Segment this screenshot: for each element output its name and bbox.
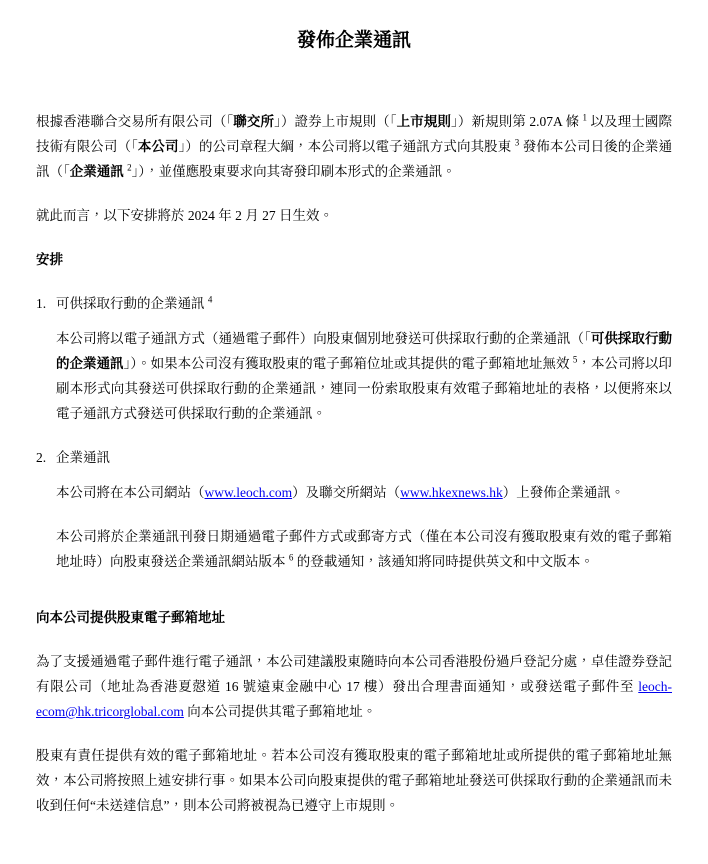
footnote-ref-4: 4 [207,294,213,305]
effective-date-paragraph-text: 就此而言，以下安排將於 2024 年 2 月 27 日生效。 [36,208,333,223]
document-page [0,27,708,818]
footnote-ref-1: 1 [582,112,588,123]
shareholder-responsibility-paragraph-text: 股東有責任提供有效的電子郵箱地址。若本公司沒有獲取股東的電子郵箱地址或所提供的電子郵箱地址無效，本公司將按照上述安排行事。如果本公司向股東提供的電子郵箱地址發送可供採取行動的企業通訊而未收到任何“未送達信息”，則本公司將被視為已遵守上市規則。 [36,748,672,813]
intro-paragraph-text: 以及理士國際技術有限公司（「 [36,114,673,154]
list-item-1-actionable-communications [36,291,672,316]
intro-paragraph-text: 」）證券上市規則（「 [274,114,397,129]
list-item-2-corporate-communications [36,445,672,470]
intro-paragraph [36,109,672,184]
notification-paragraph [56,524,672,574]
intro-paragraph-text: 發佈本公司日後的企業通訊（「 [36,139,672,179]
actionable-communications-paragraph-text: ，本公司將以印刷本形式向其發送可供採取行動的企業通訊，連同一份索取股東有效電子郵箱地址的表格，以便將來以電子通訊方式發送可供採取行動的企業通訊。 [56,356,673,421]
intro-paragraph-text: 」）新規則第 2.07A 條 [451,114,583,129]
footnote-ref-5: 5 [572,354,578,365]
notification-paragraph-text: 本公司將於企業通訊刊發日期通過電子郵件方式或郵寄方式（僅在本公司沒有獲取股東有效的電子郵箱地址時）向股東發送企業通訊網站版本 [56,529,672,569]
registrar-contact-paragraph-text: 為了支援通過電子郵件進行電子通訊，本公司建議股東隨時向本公司香港股份過戶登記分處，卓佳證券登記有限公司（地址為香港夏慤道 16 號遠東金融中心 17 樓）發出合理書面通知，或發送電子郵件至 [36,654,672,694]
actionable-communications-paragraph [56,326,672,426]
shareholder-responsibility-paragraph [36,743,672,818]
actionable-communications-paragraph-text: 本公司將以電子通訊方式（通過電子郵件）向股東個別地發送可供採取行動的企業通訊（「 [56,331,591,346]
intro-paragraph-text: 本公司 [137,139,179,154]
list-item-1-actionable-communications-number: 1. [36,296,47,311]
registrar-email-link[interactable]: leoch-ecom@hk.tricorglobal.com [36,679,672,719]
list-item-2-corporate-communications-text: 企業通訊 [56,450,110,465]
registrar-contact-paragraph-text: 向本公司提供其電子郵箱地址。 [183,704,377,719]
document-title: 發佈企業通訊 [296,30,411,51]
intro-paragraph-text: 企業通訊 [69,164,124,179]
website-publication-paragraph-text: ）及聯交所網站（ [292,485,401,500]
provide-email-address-heading-text: 向本公司提供股東電子郵箱地址 [36,610,225,625]
intro-paragraph-text: 上市規則 [396,114,452,129]
website-publication-paragraph-text: 本公司將在本公司網站（ [56,485,205,500]
intro-paragraph-text: 」）的公司章程大綱，本公司將以電子通訊方式向其股東 [178,139,515,154]
intro-paragraph-text: 根據香港聯合交易所有限公司（「 [36,114,234,129]
footnote-ref-2: 2 [127,162,132,173]
company-website-link[interactable]: www.leoch.com [204,485,293,500]
hkexnews-website-link[interactable]: www.hkexnews.hk [400,485,503,500]
list-item-1-actionable-communications-text: 可供採取行動的企業通訊 [56,296,208,311]
notification-paragraph-text: 的登載通知，該通知將同時提供英文和中文版本。 [293,554,594,569]
list-item-2-corporate-communications-number: 2. [36,450,47,465]
website-publication-paragraph [56,480,672,505]
website-publication-paragraph-text: ）上發佈企業通訊。 [502,485,625,500]
effective-date-paragraph [36,203,672,228]
intro-paragraph-text: 」），並僅應股東要求向其寄發印刷本形式的企業通訊。 [131,164,456,179]
actionable-communications-paragraph-text: 」）。如果本公司沒有獲取股東的電子郵箱位址或其提供的電子郵箱地址無效 [123,356,573,371]
document-body [36,109,672,818]
intro-paragraph-text: 聯交所 [233,114,275,129]
provide-email-address-heading [36,605,672,630]
arrangements-heading-text: 安排 [36,252,63,267]
actionable-communications-paragraph-text: 可供採取行動的企業通訊 [56,331,673,371]
footnote-ref-6: 6 [288,552,294,563]
footnote-ref-3: 3 [514,137,520,148]
arrangements-heading [36,247,672,272]
registrar-contact-paragraph [36,649,672,724]
